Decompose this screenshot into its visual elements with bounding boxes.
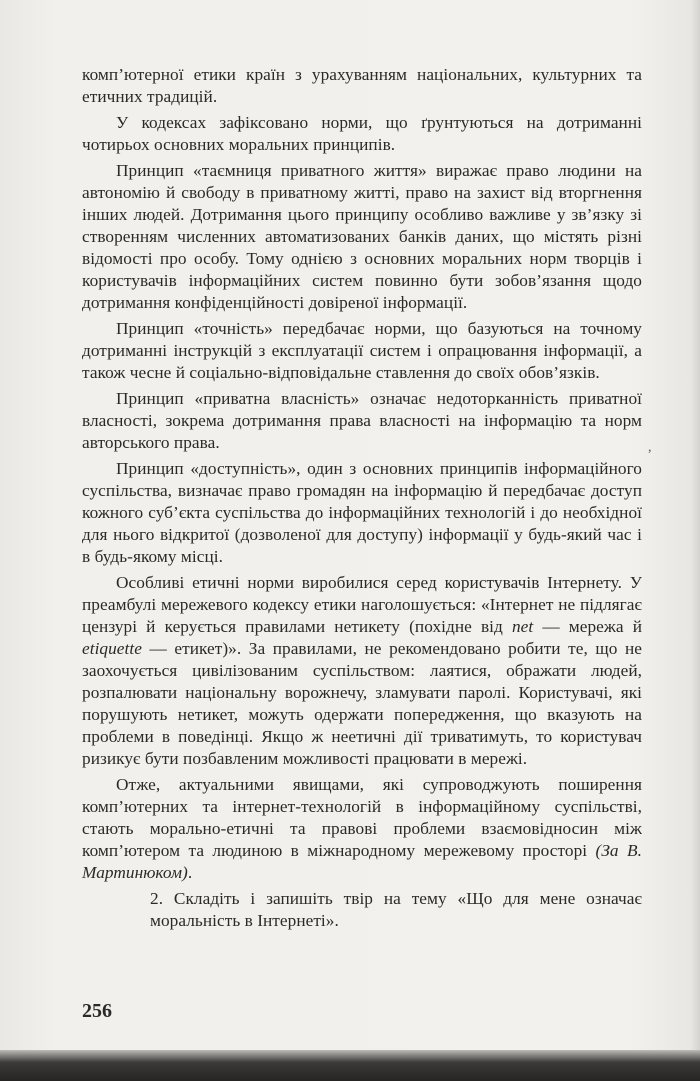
term-etiquette: etiquette [82, 639, 142, 658]
paragraph-conclusion: Отже, актуальними явищами, які супроводжують поширення комп’ютерних та інтернет-технологій в інформаційному суспільстві, стають морально-етичні та правові проблеми взаємовідносин між комп’ютером та людиною в міжнародному мережевому просторі (За В. Мартинюком). [82, 775, 642, 882]
paragraph-codes: У кодексах зафіксовано норми, що ґрунтуються на дотриманні чотирьох основних моральних принципів. [82, 113, 642, 154]
scan-bottom-edge [0, 1050, 700, 1081]
margin-mark: , [648, 440, 652, 455]
paragraph-netiquette: Особливі етичні норми виробилися серед користувачів Інтернету. У преамбулі мережевого кодексу етики наголошується: «Інтернет не підлягає цензурі й керується правилами нетикету (похідне від net — мережа й etiquette — етикет)». За правилами, не рекомендовано робити те, що не заохочується цивілізованим суспільством: лаятися, ображати людей, розпалювати національну ворожнечу, зламувати паролі. Користувачі, які порушують нетикет, можуть одержати попередження, що вказують на проблеми в поведінці. Якщо ж неетичні дії триватимуть, то користувач ризикує бути позбавленим можливості працювати в мережі. [82, 573, 642, 768]
page-number: 256 [82, 1000, 112, 1022]
source-citation: (За В. Мартинюком) [82, 841, 642, 882]
body-text [82, 64, 642, 932]
task-number: 2. [150, 889, 164, 908]
paragraph-privacy-principle: Принцип «таємниця приватного життя» виражає право людини на автономію й свободу в приватному житті, право на захист від вторгнення інших людей. Дотримання цього принципу особливо важливе у зв’язку зі створенням численних автоматизованих банків даних, що містять різні відомості про особу. Тому однією з основних моральних норм творців і користувачів інформаційних систем повинно бути зобов’язання щодо дотримання конфіденційності довіреної інформації. [82, 161, 642, 312]
term-net: net [511, 617, 534, 636]
paragraph-accessibility-principle: Принцип «доступність», один з основних принципів інформаційного суспільства, визначає право громадян на інформацію й передбачає доступ кожного суб’єкта суспільства до інформаційних технологій і до необхідної для нього відкритої (дозволеної для доступу) інформації у будь-який час і в будь-якому місці. [82, 459, 642, 566]
paragraph-accuracy-principle: Принцип «точність» передбачає норми, що базуються на точному дотриманні інструкцій з експлуатації систем і опрацювання інформації, а також чесне й соціально-відповідальне ставлення до своїх обов’язків. [82, 319, 642, 382]
task-item [82, 888, 642, 932]
paragraph-property-principle: Принцип «приватна власність» означає недоторканність приватної власності, зокрема дотримання права власності на інформацію та норм авторського права. [82, 389, 642, 452]
task-text: Складіть і запишіть твір на тему «Що для мене означає моральність в Інтернеті». [150, 889, 642, 930]
paragraph-continuation: комп’ютерної етики країн з урахуванням національних, культурних та етичних традицій. [82, 65, 642, 106]
page-edge-shadow [690, 0, 700, 1050]
